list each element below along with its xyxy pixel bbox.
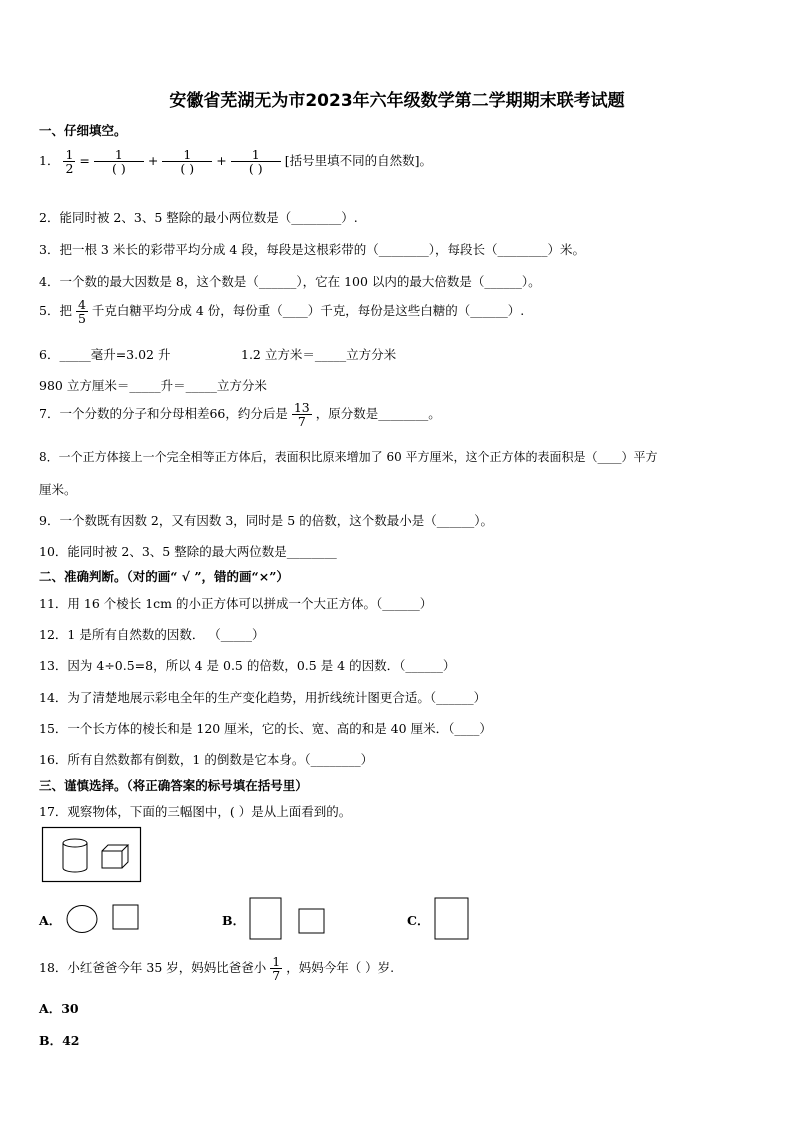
question-16: 16．所有自然数都有倒数，1 的倒数是它本身。（________） [39,752,374,767]
q17-option-b-label[interactable]: B． [222,913,246,928]
question-18 [39,955,394,982]
q18-suffix: ，妈妈今年（ ）岁. [286,960,395,976]
q18-fraction [270,955,282,982]
question-1 [39,148,432,175]
q7-fraction [292,401,312,428]
q5-suffix: 千克白糖平均分成 4 份，每份重（____）千克，每份是这些白糖的（______）. [91,303,525,319]
q5-prefix: 5．把 [39,303,72,319]
section-2-heading: 二、准确判断。（对的画“ √ ”，错的画“×”） [39,569,289,584]
question-9: 9．一个数既有因数 2，又有因数 3，同时是 5 的倍数，这个数最小是（______）。 [39,513,493,528]
q5-denominator: 5 [77,311,86,327]
q1-plus-2: + [216,153,227,169]
q18-numerator: 1 [272,954,281,969]
question-14: 14．为了清楚地展示彩电全年的生产变化趋势，用折线统计图更合适。（______） [39,690,487,705]
q1-blank-denominator-1[interactable]: ( ) [94,161,144,175]
question-4: 4．一个数的最大因数是 8，这个数是（______），它在 100 以内的最大倍数是（______）。 [39,274,541,289]
question-11: 11．用 16 个棱长 1cm 的小正方体可以拼成一个大正方体。（______） [39,596,433,611]
q17-option-a-label[interactable]: A． [39,913,62,928]
q7-numerator: 13 [293,400,310,415]
q1-unit-numerator-2: 1 [183,147,192,162]
q7-denominator: 7 [292,414,312,428]
q1-unit-fraction-3 [231,148,281,175]
question-17: 17．观察物体，下面的三幅图中，( ）是从上面看到的。 [39,804,352,819]
q1-number: 1． [39,153,60,169]
q18-option-a[interactable]: A．30 [39,1001,79,1016]
q17-option-b-square [298,908,326,936]
q5-fraction [76,298,88,325]
q17-option-c-rectangle [434,897,470,941]
q1-half-numerator: 1 [65,147,74,162]
q17-objects-figure [42,827,142,883]
q1-blank-denominator-3[interactable]: ( ) [231,161,281,175]
question-3: 3．把一根 3 米长的彩带平均分成 4 段，每段是这根彩带的（________），每段长（________）米。 [39,242,586,257]
q1-unit-numerator-1: 1 [114,147,123,162]
question-12: 12．1 是所有自然数的因数． （_____） [39,627,265,642]
question-6-left: 6．_____毫升=3.02 升 [39,347,171,362]
section-3-heading: 三、谨慎选择。（将正确答案的标号填在括号里） [39,778,308,793]
q18-denominator: 7 [272,968,281,984]
question-6-line2: 980 立方厘米＝_____升＝_____立方分米 [39,378,267,393]
section-1-heading: 一、仔细填空。 [39,123,127,138]
q17-option-c-label[interactable]: C． [407,913,430,928]
question-5 [39,298,524,325]
cube-icon [102,845,128,868]
q1-unit-fraction-2 [162,148,212,175]
q17-option-a-circle [66,904,100,934]
q18-prefix: 18．小红爸爸今年 35 岁，妈妈比爸爸小 [39,960,267,976]
cylinder-icon [63,839,87,872]
q17-option-b-rectangle [249,897,283,941]
question-2: 2．能同时被 2、3、5 整除的最小两位数是（________）. [39,210,358,225]
q1-plus-1: + [147,153,159,169]
question-6-right: 1.2 立方米＝_____立方分米 [241,347,397,362]
question-13: 13．因为 4÷0.5=8，所以 4 是 0.5 的倍数，0.5 是 4 的因数．（______） [39,658,456,673]
q1-blank-denominator-2[interactable]: ( ) [162,161,212,175]
page-title: 安徽省芜湖无为市2023年六年级数学第二学期期末联考试题 [169,91,625,111]
q17-option-a-square [112,904,140,932]
question-15: 15．一个长方体的棱长和是 120 厘米，它的长、宽、高的和是 40 厘米．（____） [39,721,492,736]
q1-equals: = [79,153,90,169]
q17-figure-frame [43,828,141,882]
q7-prefix: 7．一个分数的分子和分母相差66，约分后是 [39,406,288,422]
q5-numerator: 4 [77,297,86,312]
q1-unit-fraction-1 [94,148,144,175]
q1-suffix: [括号里填不同的自然数]。 [284,153,432,169]
q7-suffix: ，原分数是________。 [315,406,441,422]
question-8-line2: 厘米。 [39,482,77,497]
q1-half-denominator: 2 [65,161,74,177]
q1-fraction-half [63,148,75,175]
question-7 [39,401,441,428]
q18-option-b[interactable]: B．42 [39,1033,80,1048]
question-10: 10．能同时被 2、3、5 整除的最大两位数是________ [39,544,337,559]
question-8-line1: 8．一个正方体接上一个完全相等正方体后，表面积比原来增加了 60 平方厘米，这个正方体的表面积是（____）平方 [39,450,658,464]
q1-unit-numerator-3: 1 [251,147,260,162]
